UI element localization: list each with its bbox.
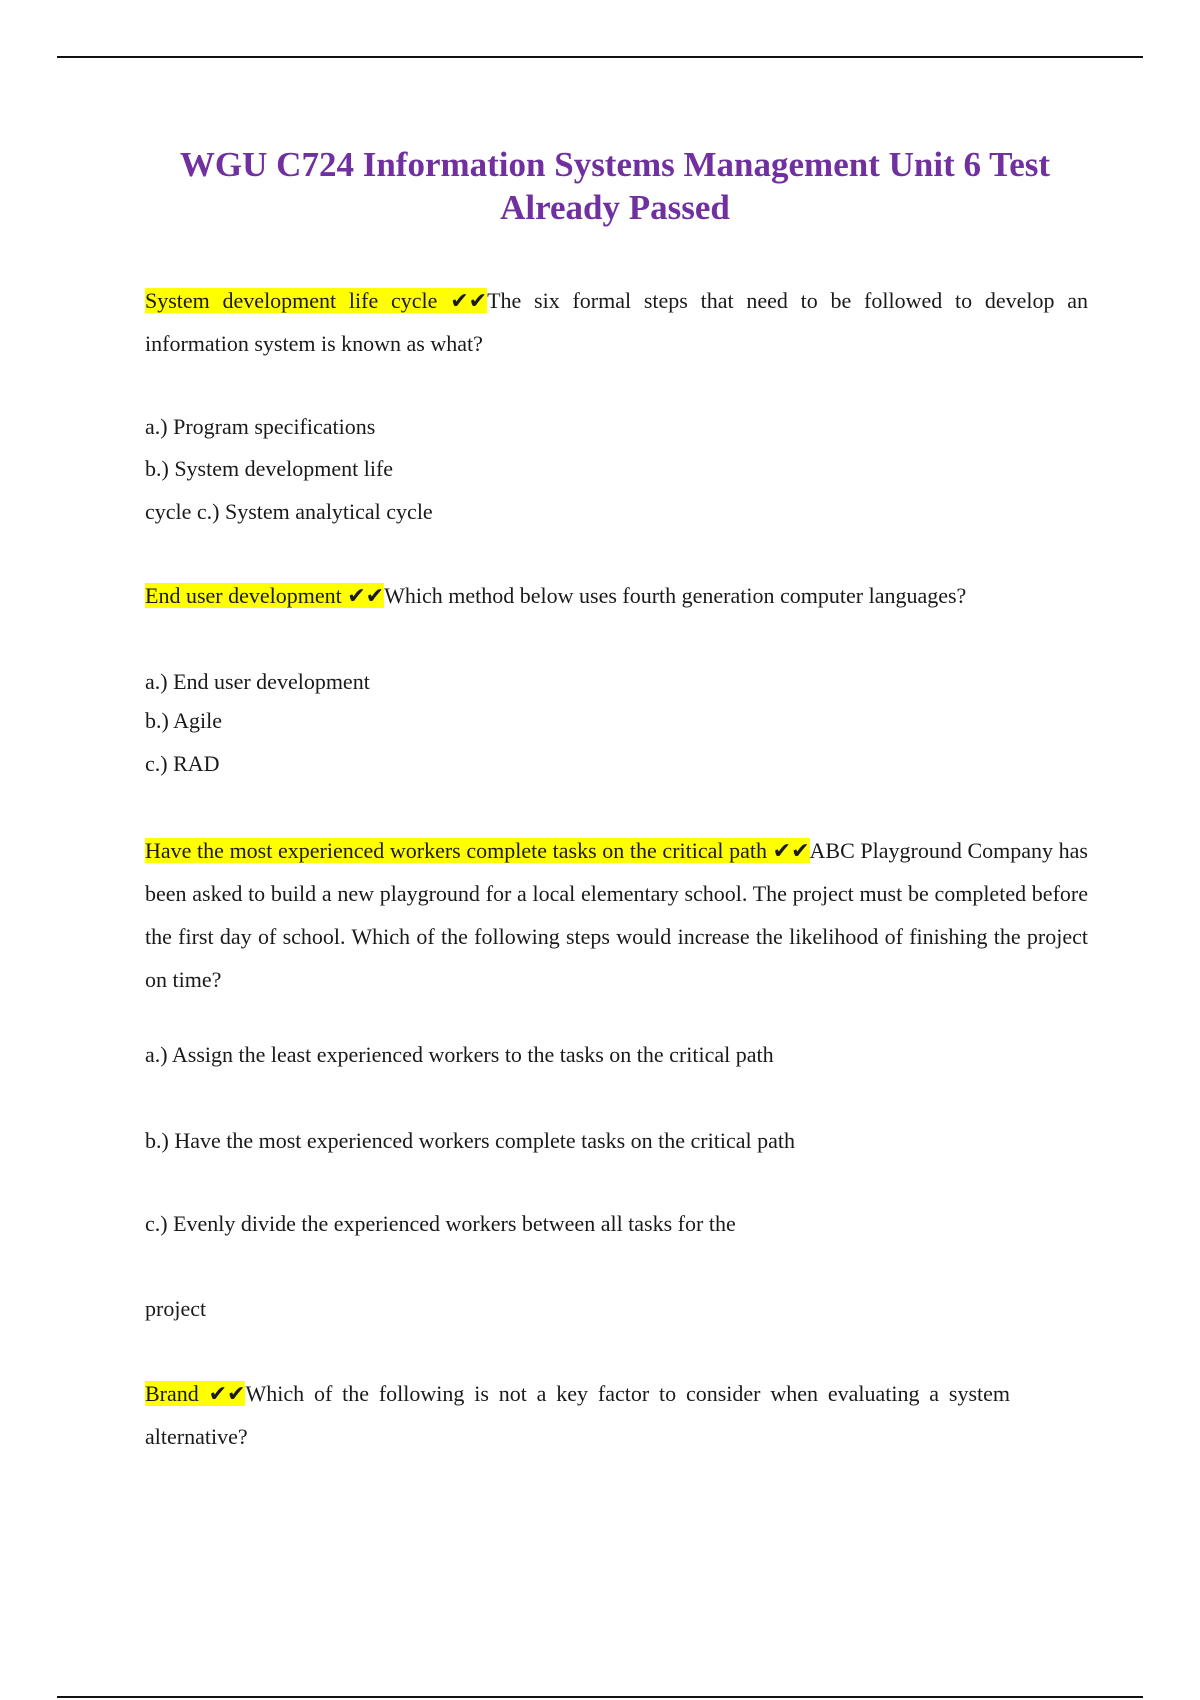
question-block (145, 1372, 1010, 1458)
question-text: ABC Playground Company has been asked to build a new playground for a local elementary school. The project must be completed before the first day of school. Which of the following steps would increase the likelihood of finishing the project on time? (145, 838, 1088, 992)
question-text: Which of the following is not a key factor to consider when evaluating a system alternative? (145, 1381, 1011, 1449)
highlighted-answer: Have the most experienced workers complete tasks on the critical path ✔✔ (145, 838, 810, 863)
option-item: b.) Have the most experienced workers complete tasks on the critical path (145, 1128, 795, 1153)
bottom-rule (57, 1696, 1143, 1698)
question-block (145, 279, 1088, 365)
highlighted-answer: End user development ✔✔ (145, 583, 385, 608)
check-mark-icon: ✔✔ (772, 838, 810, 863)
document-title: WGU C724 Information Systems Management Unit 6 Test Already Passed (179, 145, 1051, 227)
option-item: a.) End user development (145, 669, 370, 694)
check-mark-icon: ✔✔ (208, 1381, 246, 1406)
question-block (145, 829, 1088, 1001)
check-mark-icon: ✔✔ (450, 288, 488, 313)
check-mark-icon: ✔✔ (347, 583, 385, 608)
highlighted-answer: Brand ✔✔ (145, 1381, 246, 1406)
question-text: The six formal steps that need to be followed to develop an information system is known as what? (145, 288, 1089, 356)
question-block (145, 574, 1088, 617)
option-item: project (145, 1296, 207, 1321)
top-rule (57, 56, 1143, 58)
highlighted-answer: System development life cycle ✔✔ (145, 288, 488, 313)
option-item: cycle c.) System analytical cycle (145, 499, 433, 524)
option-item: a.) Program specifications (145, 414, 376, 439)
option-item: a.) Assign the least experienced workers to the tasks on the critical path (145, 1042, 774, 1067)
option-item: b.) System development life (145, 456, 394, 481)
option-item: c.) RAD (145, 751, 220, 776)
question-text: Which method below uses fourth generation computer languages? (384, 583, 967, 608)
option-item: b.) Agile (145, 708, 222, 733)
option-item: c.) Evenly divide the experienced workers between all tasks for the (145, 1211, 736, 1236)
